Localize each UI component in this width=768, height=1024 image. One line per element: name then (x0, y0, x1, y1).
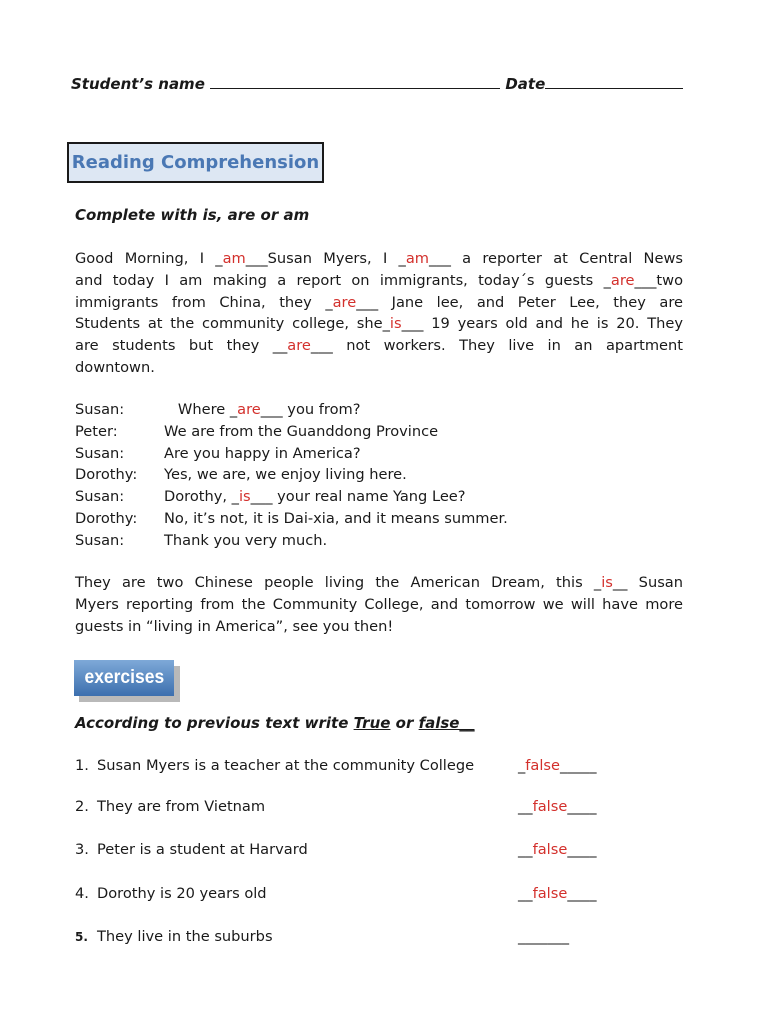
question-number: 1. (75, 757, 89, 774)
question-text: They live in the suburbs (97, 928, 273, 945)
question-number: 4. (75, 885, 89, 902)
false-word: false (418, 714, 460, 732)
dialog-line: Dorothy, _is___ your real name Yang Lee? (164, 488, 466, 506)
answer-word: false (532, 841, 568, 858)
answer-blank[interactable]: _is__ (593, 574, 628, 591)
dialog-line: No, it’s not, it is Dai-xia, and it means summer. (164, 509, 508, 527)
answer-field[interactable] (518, 757, 597, 774)
answer-blank[interactable]: _are___ (325, 293, 379, 311)
paragraph-line: immigrants from China, they _are___ Jane lee, and Peter Lee, they are (75, 293, 683, 311)
dialog-line: Are you happy in America? (164, 444, 361, 462)
answer-blank[interactable]: _is___ (231, 488, 273, 506)
question-row (75, 757, 474, 774)
paragraph-line: Students at the community college, she_is___ 19 years old and he is 20. They (75, 315, 683, 333)
paragraph-line: They are two Chinese people living the American Dream, this _is__ Susan (75, 574, 683, 591)
page-title: Reading Comprehension (71, 152, 320, 173)
answer-field[interactable] (518, 841, 597, 858)
dialog-row (75, 486, 508, 508)
speaker-name: Susan: (75, 401, 125, 418)
answer-blank[interactable]: _false_____ (518, 757, 597, 774)
question-number: 2. (75, 798, 89, 815)
dialog (75, 399, 508, 552)
answer-word: are (610, 271, 635, 289)
true-word: True (353, 714, 391, 732)
answer-field[interactable] (518, 885, 597, 902)
answer-word: are (332, 293, 357, 311)
question-text: Dorothy is 20 years old (97, 885, 267, 902)
exercises-label: exercises (84, 667, 164, 688)
dialog-line: Where _are___ you from? (164, 401, 361, 418)
date-field[interactable] (545, 74, 683, 89)
question-row (75, 885, 267, 902)
false-tail: __ (459, 714, 475, 732)
answer-blank[interactable]: __are___ (272, 337, 333, 355)
title-box (67, 142, 324, 183)
dialog-line: We are from the Guanddong Province (164, 422, 439, 440)
answer-blank[interactable]: _are___ (229, 401, 283, 418)
paragraph-line: and today I am making a report on immigrants, today´s guests _are___two (75, 271, 683, 289)
answer-blank[interactable]: __false____ (518, 798, 597, 815)
badge-front (74, 660, 174, 696)
question-row (75, 841, 308, 858)
exercises-badge (74, 660, 180, 702)
answer-word: is (389, 315, 402, 333)
answer-field[interactable] (518, 928, 569, 945)
answer-word: are (237, 401, 261, 418)
question-text: Peter is a student at Harvard (97, 841, 308, 858)
instruction-complete: Complete with is, are or am (75, 206, 310, 224)
speaker-name: Dorothy: (75, 466, 138, 484)
speaker-name: Susan: (75, 531, 125, 549)
answer-blank[interactable]: _am___ (398, 250, 451, 267)
paragraph-line: are students but they __are___ not workers. They live in an apartment (75, 337, 683, 355)
header-line (71, 74, 683, 93)
paragraph-closing (75, 572, 683, 637)
paragraph-line: guests in “living in America”, see you then! (75, 617, 394, 635)
answer-blank[interactable]: __false____ (518, 885, 597, 902)
speaker-name: Susan: (75, 444, 125, 462)
answer-word: am (405, 250, 429, 267)
paragraph-intro (75, 248, 683, 379)
paragraph-line: downtown. (75, 358, 155, 376)
instruction-text: According to previous text write (75, 714, 354, 732)
dialog-row (75, 508, 508, 530)
answer-blank[interactable]: _am___ (215, 250, 268, 267)
instruction-true-false (75, 714, 475, 732)
dialog-row (75, 464, 508, 486)
paragraph-line: Good Morning, I _am___Susan Myers, I _am___ a reporter at Central News (75, 250, 683, 267)
answer-word: false (525, 757, 561, 774)
dialog-row (75, 530, 508, 552)
speaker-name: Peter: (75, 422, 118, 440)
question-row (75, 928, 273, 945)
dialog-row (75, 443, 508, 465)
date-label: Date (505, 75, 546, 93)
answer-word: is (601, 574, 613, 591)
dialog-line: Yes, we are, we enjoy living here. (164, 466, 407, 484)
answer-blank[interactable]: _are___ (603, 271, 657, 289)
answer-word: are (287, 337, 311, 355)
student-name-label: Student’s name (71, 75, 205, 93)
answer-word: am (222, 250, 246, 267)
answer-blank[interactable]: _______ (518, 928, 570, 945)
dialog-line: Thank you very much. (164, 531, 328, 549)
answer-word: false (532, 798, 568, 815)
answer-word: false (532, 885, 568, 902)
question-row (75, 798, 265, 815)
question-number: 3. (75, 841, 89, 858)
instruction-or: or (390, 714, 419, 732)
answer-word: is (238, 488, 251, 506)
question-text: Susan Myers is a teacher at the community College (97, 757, 475, 774)
speaker-name: Dorothy: (75, 509, 138, 527)
dialog-row (75, 421, 508, 443)
student-name-field[interactable] (210, 74, 500, 89)
question-number: 5. (75, 930, 88, 944)
answer-field[interactable] (518, 798, 597, 815)
question-text: They are from Vietnam (97, 798, 266, 815)
dialog-row (75, 399, 508, 421)
answer-blank[interactable]: __false____ (518, 841, 597, 858)
paragraph-line: Myers reporting from the Community College, and tomorrow we will have more (75, 595, 683, 613)
speaker-name: Susan: (75, 488, 125, 506)
answer-blank[interactable]: _is___ (382, 315, 424, 333)
